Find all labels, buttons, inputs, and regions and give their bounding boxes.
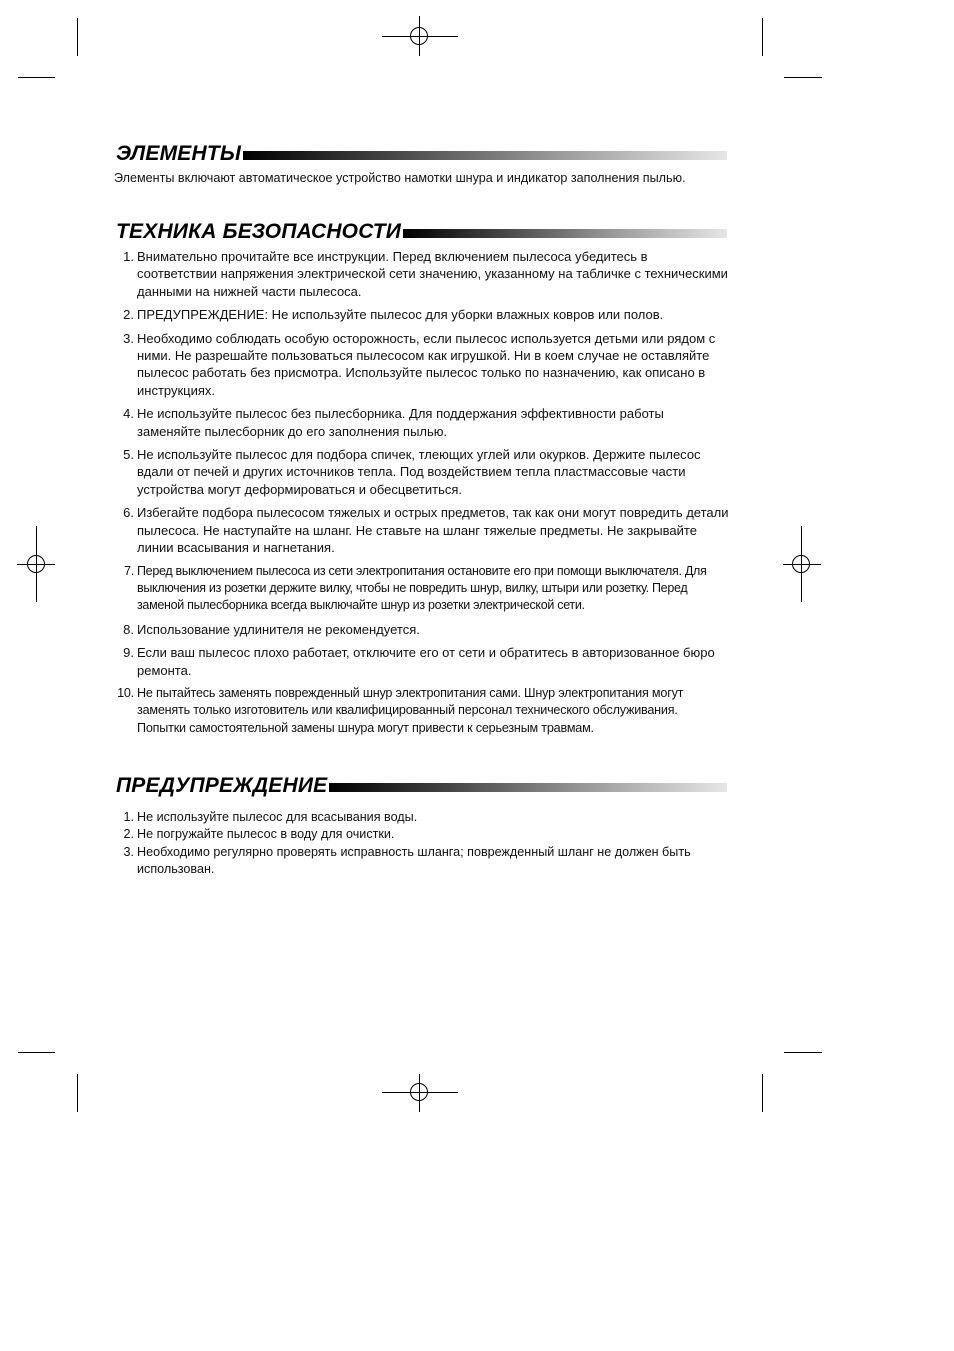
list-item: 8. Использование удлинителя не рекомендуется. bbox=[123, 621, 420, 637]
list-item: 3. Необходимо соблюдать особую осторожность, если пылесос используется детьми или рядом с ними. Не разрешайте пользоваться пылесосом как игрушкой. Ни в коем случае не оставляйте пылесос работать без присмотра. Используйте пылесос только по назначению, как описано в инструкциях. bbox=[123, 330, 716, 398]
list-item: 3. Необходимо регулярно проверять исправность шланга; поврежденный шланг не должен быть использован. bbox=[123, 844, 691, 877]
crop-mark bbox=[762, 18, 763, 56]
section-title: ПРЕДУПРЕЖДЕНИЕ bbox=[116, 774, 328, 797]
section-header-warning bbox=[116, 773, 727, 799]
section-header-safety bbox=[116, 219, 727, 245]
safety-list bbox=[114, 248, 729, 743]
list-item: 7. Перед выключением пылесоса из сети электропитания остановите его при помощи выключателя. Для выключения из розетки держите вилку, чтобы не повредить шнур, вилку, штыри или розетку. Перед заменой пылесборника всегда выключайте шнур из розетки электрической сети. bbox=[124, 563, 707, 613]
crop-mark bbox=[762, 1074, 763, 1112]
list-item: 1. Внимательно прочитайте все инструкции. Перед включением пылесоса убедитесь в соответствии напряжения электрической сети значению, указанному на табличке с техническими данными на нижней части пылесоса. bbox=[123, 249, 728, 299]
crop-mark bbox=[18, 1052, 55, 1053]
header-gradient-bar bbox=[243, 151, 727, 160]
list-item: 1. Не используйте пылесос для всасывания воды. bbox=[123, 810, 418, 824]
warning-list bbox=[114, 809, 729, 879]
section-title: ЭЛЕМЕНТЫ bbox=[116, 142, 242, 165]
crop-mark bbox=[77, 18, 78, 56]
list-item: 2. Не погружайте пылесос в воду для очистки. bbox=[123, 827, 395, 842]
list-item: 9. Если ваш пылесос плохо работает, отключите его от сети и обратитесь в авторизованное бюро ремонта. bbox=[123, 645, 715, 678]
section-header-elements bbox=[116, 141, 727, 167]
crop-mark bbox=[18, 77, 55, 78]
list-item: 10. Не пытайтесь заменять поврежденный шнур электропитания сами. Шнур электропитания могут заменять только изготовитель или квалифицированный персонал технического обслуживания. Попытки самостоятельной замены шнура могут привести к серьезным травмам. bbox=[117, 685, 684, 735]
section-title: ТЕХНИКА БЕЗОПАСНОСТИ bbox=[116, 220, 402, 243]
elements-description: Элементы включают автоматическое устройство намотки шнура и индикатор заполнения пылью. bbox=[114, 171, 686, 185]
crop-mark bbox=[784, 1052, 822, 1053]
list-item: 6. Избегайте подбора пылесосом тяжелых и острых предметов, так как они могут повредить детали пылесоса. Не наступайте на шланг. Не ставьте на шланг тяжелые предметы. Не закрывайте линии всасывания и нагнетания. bbox=[123, 505, 729, 556]
header-gradient-bar bbox=[329, 783, 727, 792]
crop-mark bbox=[77, 1074, 78, 1112]
list-item: 2. ПРЕДУПРЕЖДЕНИЕ: Не используйте пылесос для уборки влажных ковров или полов. bbox=[123, 307, 664, 323]
crop-mark bbox=[784, 77, 822, 78]
list-item: 5. Не используйте пылесос для подбора спичек, тлеющих углей или окурков. Держите пылесос вдали от печей и других источников тепла. Под воздействием тепла пластмассовые части устройства могут деформироваться и обесцветиться. bbox=[123, 447, 701, 497]
header-gradient-bar bbox=[403, 229, 727, 238]
list-item: 4. Не используйте пылесос без пылесборника. Для поддержания эффективности работы заменяйте пылесборник до его заполнения пылью. bbox=[123, 406, 664, 439]
